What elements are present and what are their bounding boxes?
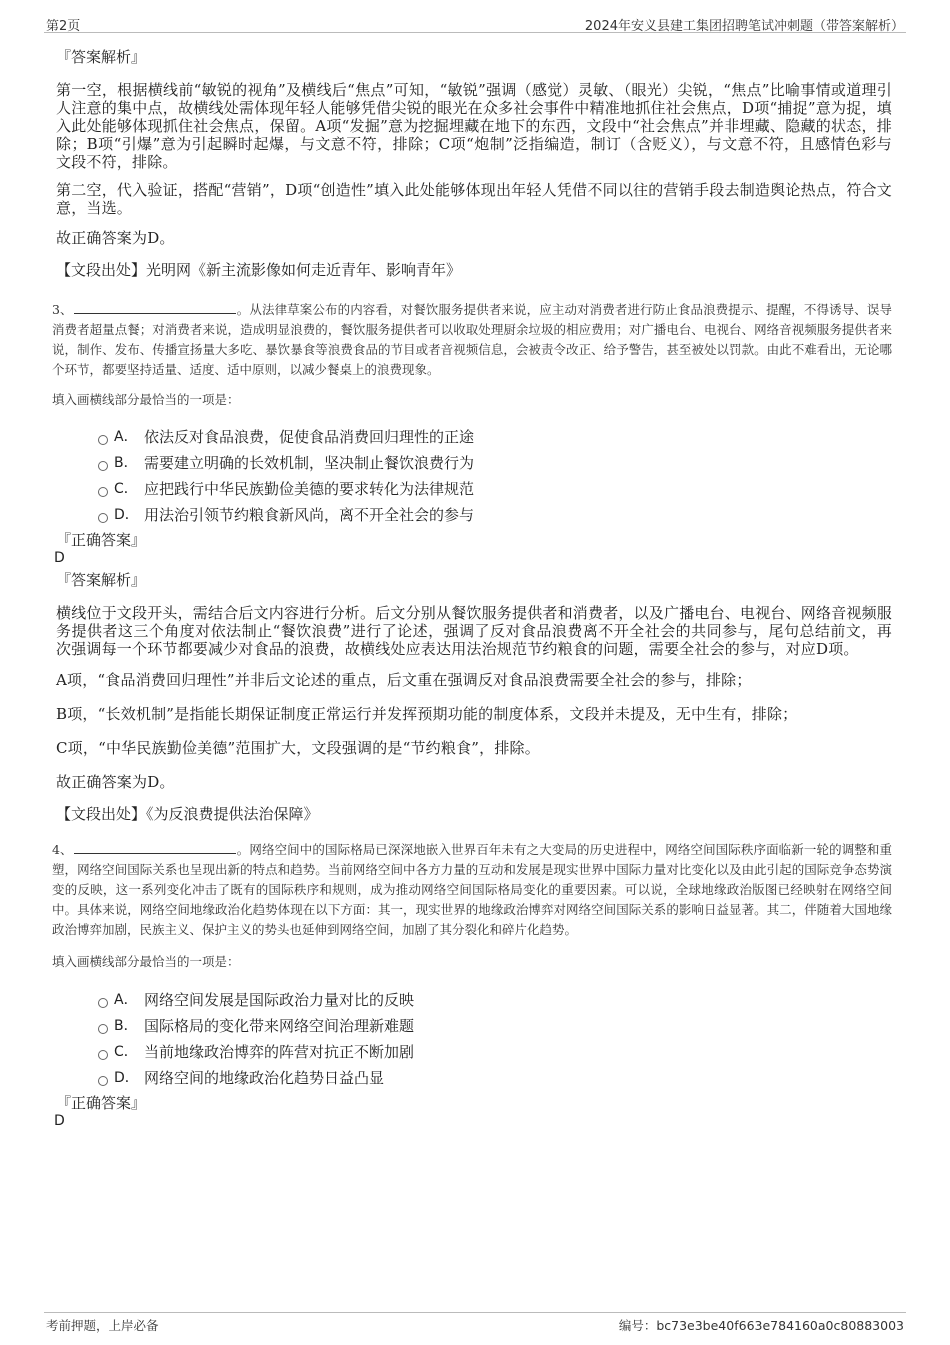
q3-options bbox=[56, 426, 892, 530]
page-content bbox=[52, 44, 893, 1129]
q3-note-a: A项，“食品消费回归理性”并非后文论述的重点，后文重在强调反对食品浪费需要全社会的参与，排除； bbox=[56, 671, 752, 689]
radio-icon[interactable] bbox=[98, 461, 108, 471]
q3-source: 【文段出处】《为反浪费提供法治保障》 bbox=[56, 805, 319, 823]
q4-option-c[interactable]: C． 当前地缘政治博弈的阵营对抗正不断加剧 bbox=[56, 1041, 892, 1067]
q3-conclusion: 故正确答案为D。 bbox=[56, 773, 175, 791]
q4-option-d[interactable]: D． 网络空间的地缘政治化趋势日益凸显 bbox=[56, 1067, 892, 1093]
document-title: 2024年安义县建工集团招聘笔试冲刺题（带答案解析） bbox=[584, 19, 904, 34]
radio-icon[interactable] bbox=[98, 998, 108, 1008]
q4-answer: D bbox=[54, 1113, 65, 1129]
radio-icon[interactable] bbox=[98, 435, 108, 445]
q4-prompt: 填入画横线部分最恰当的一项是： bbox=[52, 954, 240, 969]
q3-note-c: C项，“中华民族勤俭美德”范围扩大，文段强调的是“节约粮食”，排除。 bbox=[56, 739, 540, 757]
footer-code bbox=[619, 1316, 904, 1334]
page-header bbox=[44, 12, 906, 33]
q3-analysis-label: 『答案解析』 bbox=[56, 571, 147, 589]
q3-answer: D bbox=[54, 550, 65, 566]
page-number: 第2页 bbox=[46, 19, 81, 34]
q3-option-a[interactable]: A． 依法反对食品浪费，促使食品消费回归理性的正途 bbox=[56, 426, 892, 452]
q4-stem-text: 。网络空间中的国际格局已深深地嵌入世界百年未有之大变局的历史进程中，网络空间国际秩序面临新一轮的调整和重塑，网络空间国际关系也呈现出新的特点和趋势。当前网络空间中各方力量的互动和发展是现实世界中国际力量对比变化以及由此引起的国际竞争态势演变的反映，这一系列变化冲击了既有的国际秩序和规则，成为推动网络空间国际格局变化的重要因素。可以说，全球地缘政治版图已经映射在网络空间中。具体来说，网络空间地缘政治化趋势体现在以下方面：其一，现实世界的地缘政治博弈对网络空间国际关系的影响日益显著。其二，伴随着大国地缘政治博弈加剧，民族主义、保护主义的势头也延伸到网络空间，加剧了其分裂化和碎片化趋势。 bbox=[52, 842, 893, 937]
q4-option-a[interactable]: A． 网络空间发展是国际政治力量对比的反映 bbox=[56, 989, 892, 1015]
q3-analysis: 横线位于文段开头，需结合后文内容进行分析。后文分别从餐饮服务提供者和消费者，以及广播电台、电视台、网络音视频服务提供者这三个角度对依法制止“餐饮浪费”进行了论述，强调了反对食品浪费离不开全社会的共同参与，尾句总结前文，再次强调每一个环节都要减少对食品的浪费，故横线处应表达用法治规范节约粮食的问题，需要全社会的参与，对应D项。 bbox=[56, 604, 893, 658]
footer-code-value: bc73e3be40f663e784160a0c80883003 bbox=[656, 1318, 904, 1333]
radio-icon[interactable] bbox=[98, 1076, 108, 1086]
radio-icon[interactable] bbox=[98, 1050, 108, 1060]
footer-slogan: 考前押题，上岸必备 bbox=[46, 1318, 159, 1333]
q4-options bbox=[56, 989, 892, 1093]
q3-answer-label: 『正确答案』 bbox=[56, 531, 147, 549]
q2-conclusion: 故正确答案为D。 bbox=[56, 229, 175, 247]
q2-analysis-label: 『答案解析』 bbox=[56, 48, 147, 66]
radio-icon[interactable] bbox=[98, 513, 108, 523]
q4-option-b[interactable]: B． 国际格局的变化带来网络空间治理新难题 bbox=[56, 1015, 892, 1041]
q2-analysis-p2: 第二空，代入验证，搭配“营销”，D项“创造性”填入此处能够体现出年轻人凭借不同以往的营销手段去制造舆论热点，符合文意，当选。 bbox=[56, 181, 892, 217]
page-footer bbox=[44, 1312, 906, 1333]
q2-source: 【文段出处】光明网《新主流影像如何走近青年、影响青年》 bbox=[56, 261, 462, 279]
q3-stem bbox=[52, 300, 892, 380]
radio-icon[interactable] bbox=[98, 487, 108, 497]
footer-code-label: 编号： bbox=[618, 1318, 657, 1333]
q4-answer-label: 『正确答案』 bbox=[56, 1094, 147, 1112]
q2-analysis-p1: 第一空，根据横线前“敏锐的视角”及横线后“焦点”可知，“敏锐”强调（感觉）灵敏、（眼光）尖锐，“焦点”比喻事情或道理引人注意的集中点，故横线处需体现年轻人能够凭借尖锐的眼光在众多社会事件中精准地抓住社会焦点，D项“捕捉”意为捉，填入此处能够体现抓住社会焦点，保留。A项“发掘”意为挖掘埋藏在地下的东西，文段中“社会焦点”并非埋藏、隐藏的状态，排除；B项“引爆”意为引起瞬时起爆，与文意不符，排除；C项“炮制”泛指编造，制订（含贬义），与文意不符，且感情色彩与文段不符，排除。 bbox=[56, 81, 892, 171]
q3-number: 3、 bbox=[52, 302, 73, 317]
q3-blank bbox=[74, 301, 236, 314]
q3-stem-text: 。从法律草案公布的内容看，对餐饮服务提供者来说，应主动对消费者进行防止食品浪费提示、提醒，不得诱导、误导消费者超量点餐；对消费者来说，造成明显浪费的，餐饮服务提供者可以收取处理厨余垃圾的相应费用；对广播电台、电视台、网络音视频服务提供者来说，制作、发布、传播宣扬量大多吃、暴饮暴食等浪费食品的节目或者音视频信息，会被责令改正、给予警告，甚至被处以罚款。由此不难看出，无论哪个环节，都要坚持适量、适度、适中原则，以减少餐桌上的浪费现象。 bbox=[52, 302, 893, 377]
q4-number: 4、 bbox=[52, 842, 73, 857]
q3-prompt: 填入画横线部分最恰当的一项是： bbox=[52, 392, 240, 407]
q3-option-b[interactable]: B． 需要建立明确的长效机制，坚决制止餐饮浪费行为 bbox=[56, 452, 892, 478]
q4-stem bbox=[52, 840, 892, 940]
q3-option-d[interactable]: D． 用法治引领节约粮食新风尚，离不开全社会的参与 bbox=[56, 504, 892, 530]
q3-option-c[interactable]: C． 应把践行中华民族勤俭美德的要求转化为法律规范 bbox=[56, 478, 892, 504]
radio-icon[interactable] bbox=[98, 1024, 108, 1034]
q4-blank bbox=[74, 841, 236, 854]
q3-note-b: B项，“长效机制”是指能长期保证制度正常运行并发挥预期功能的制度体系，文段并未提及，无中生有，排除； bbox=[56, 705, 798, 723]
